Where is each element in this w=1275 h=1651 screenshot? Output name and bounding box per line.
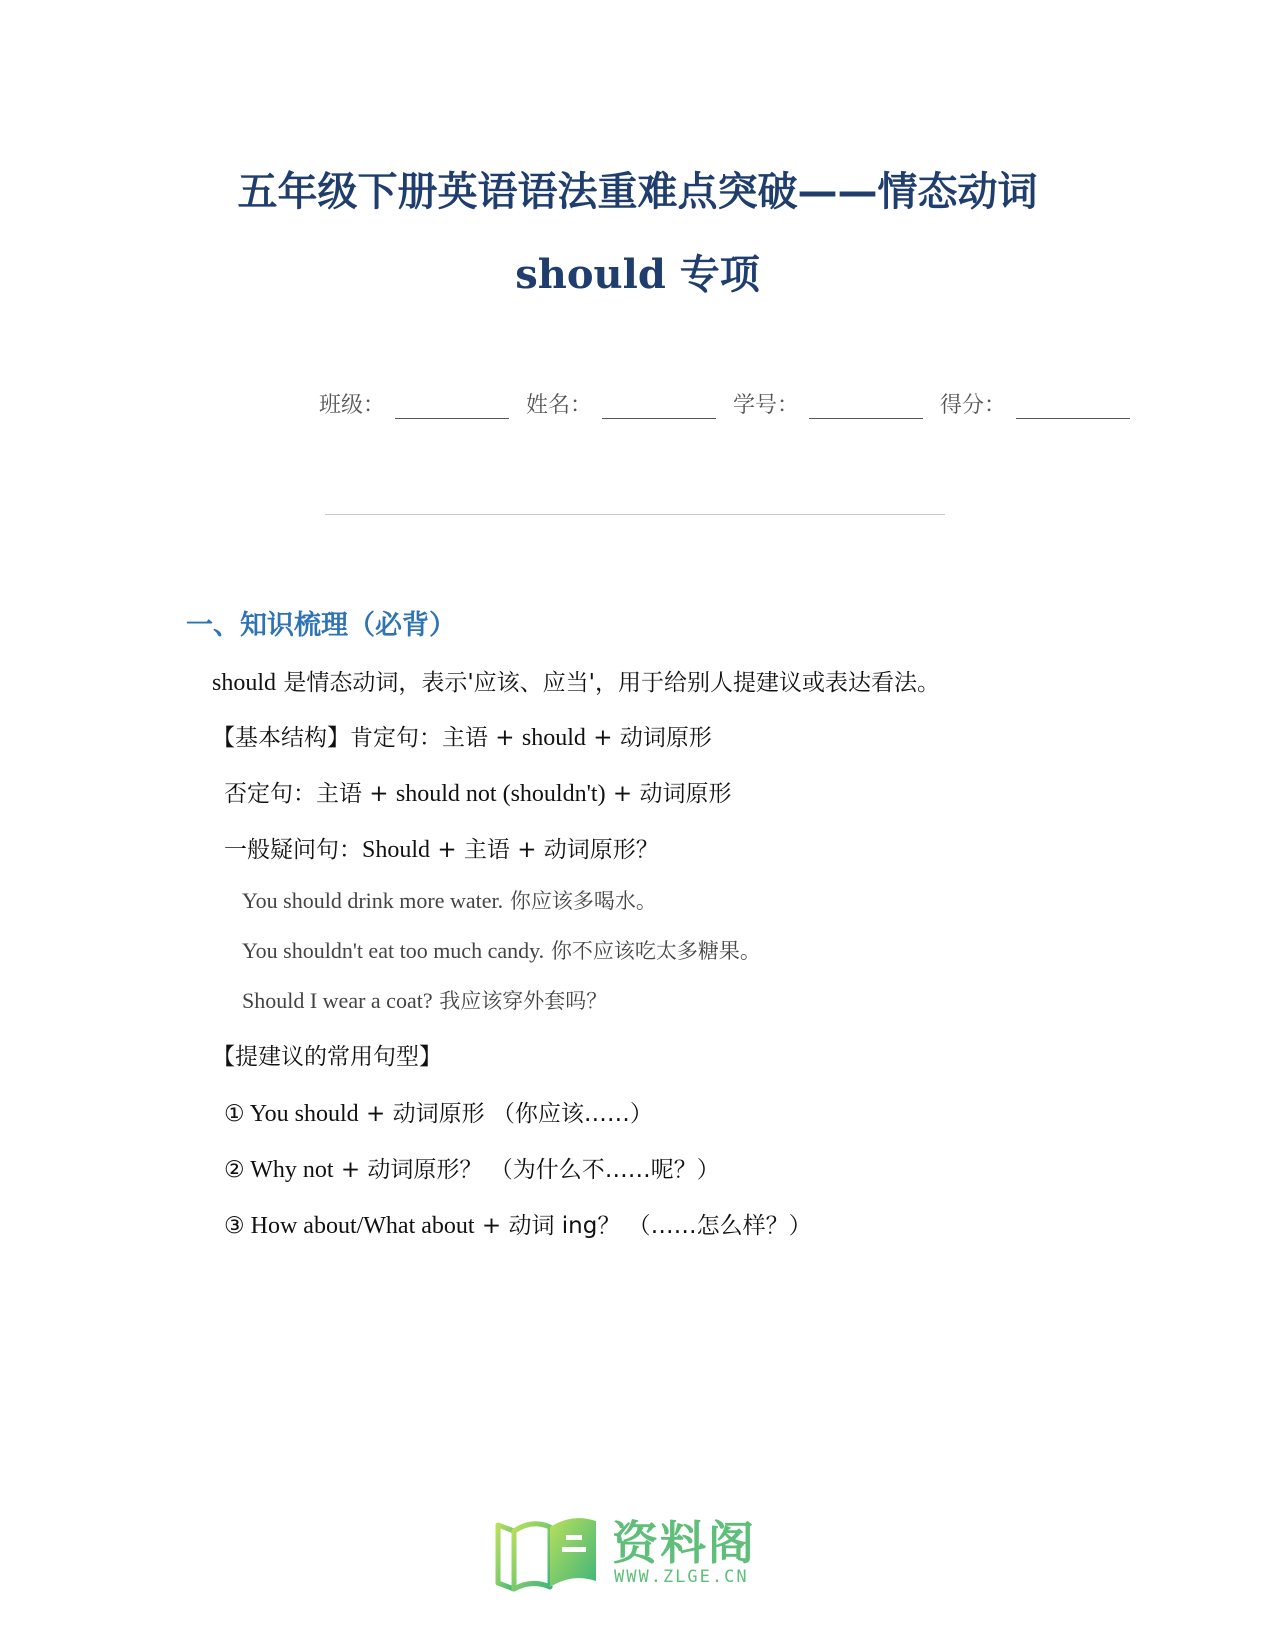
pattern-en: You should xyxy=(244,1101,359,1127)
neg-tail: + 动词原形 xyxy=(605,781,732,807)
pattern-num: ③ xyxy=(224,1213,245,1239)
example-1 xyxy=(242,885,657,915)
page-title-line2: should 专项 xyxy=(515,251,760,298)
pattern-cn: + 动词 ing？ （……怎么样？） xyxy=(474,1213,812,1239)
example-2 xyxy=(242,935,761,965)
pattern-2 xyxy=(224,1151,720,1184)
neg-label: 否定句：主语 + xyxy=(224,781,396,807)
example-cn: 我应该穿外套吗？ xyxy=(432,989,608,1013)
q-label: 一般疑问句： xyxy=(224,837,362,863)
example-en: You should drink more water. xyxy=(242,888,504,913)
pattern-en: How about/What about xyxy=(244,1213,475,1239)
pattern-1 xyxy=(224,1095,653,1128)
struct-en: should xyxy=(521,725,586,751)
id-blank[interactable] xyxy=(809,392,923,419)
pattern-num: ① xyxy=(224,1101,245,1127)
name-blank[interactable] xyxy=(602,392,716,419)
student-info-row xyxy=(319,388,1140,419)
intro-en: should xyxy=(212,670,277,696)
class-blank[interactable] xyxy=(395,392,509,419)
example-en: Should I wear a coat? xyxy=(242,988,433,1013)
example-3 xyxy=(242,985,607,1015)
structure-question xyxy=(224,831,659,864)
example-cn: 你应该多喝水。 xyxy=(503,889,657,913)
neg-en: should not (shouldn't) xyxy=(395,781,606,807)
score-blank[interactable] xyxy=(1016,392,1130,419)
id-label: 学号： xyxy=(733,393,800,418)
structure-affirmative xyxy=(212,719,712,752)
pattern-en: Why not xyxy=(244,1157,334,1183)
pattern-3 xyxy=(224,1207,812,1240)
example-en: You shouldn't eat too much candy. xyxy=(242,938,545,963)
section-heading: 一、知识梳理（必背） xyxy=(186,610,456,641)
score-label: 得分： xyxy=(940,393,1007,418)
open-book-icon xyxy=(492,1505,612,1595)
pattern-cn: + 动词原形 （你应该……） xyxy=(358,1101,653,1127)
class-label: 班级： xyxy=(319,393,386,418)
logo-url: WWW.ZLGE.CN xyxy=(614,1567,749,1587)
pattern-cn: + 动词原形？ （为什么不……呢？） xyxy=(333,1157,720,1183)
struct-label: 【基本结构】肯定句：主语 + xyxy=(212,725,522,751)
pattern-heading: 【提建议的常用句型】 xyxy=(212,1044,442,1070)
struct-tail: + 动词原形 xyxy=(585,725,712,751)
q-en: Should xyxy=(362,837,431,863)
structure-negative xyxy=(224,775,731,808)
pattern-num: ② xyxy=(224,1157,245,1183)
example-cn: 你不应该吃太多糖果。 xyxy=(544,939,761,963)
divider-line xyxy=(325,514,945,515)
intro-cn: 是情态动词，表示'应该、应当'，用于给别人提建议或表达看法。 xyxy=(276,670,940,696)
site-logo xyxy=(492,1505,782,1595)
page-title-line1: 五年级下册英语语法重难点突破——情态动词 xyxy=(237,169,1038,215)
name-label: 姓名： xyxy=(526,393,593,418)
logo-name: 资料阁 xyxy=(612,1516,756,1570)
intro-line xyxy=(212,664,940,697)
q-tail: + 主语 + 动词原形？ xyxy=(430,837,659,863)
